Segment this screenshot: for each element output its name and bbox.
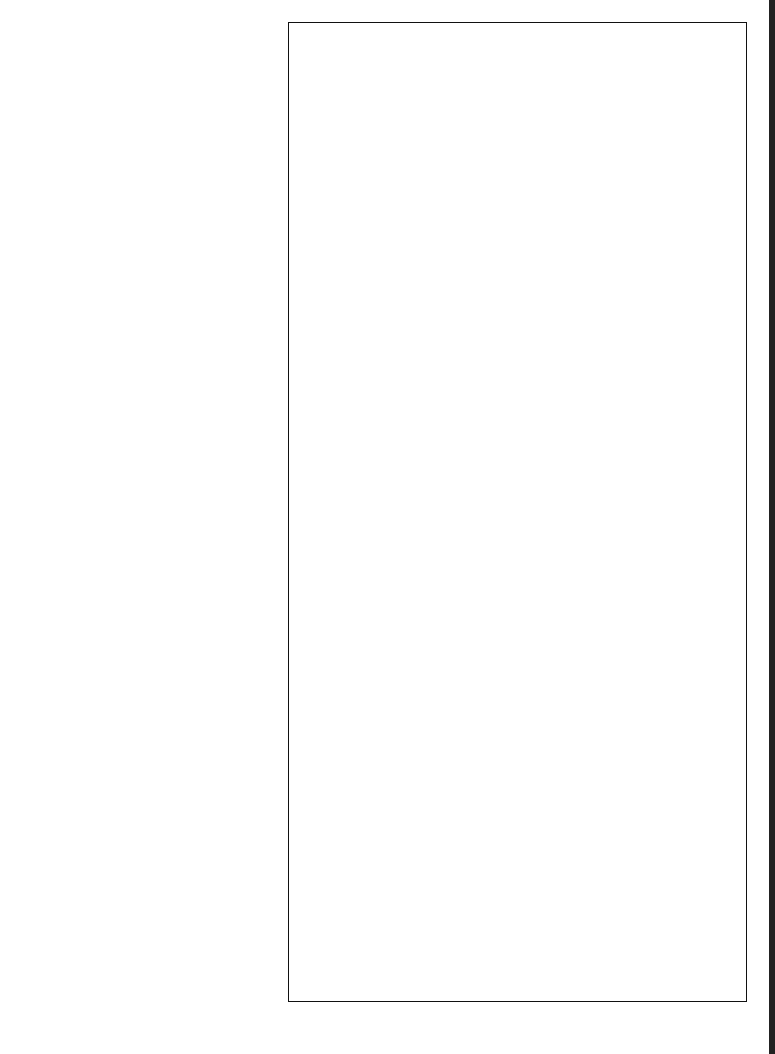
page-edge — [769, 0, 775, 1054]
parts-list-box — [288, 22, 747, 1002]
article-column — [56, 24, 278, 32]
page-footer — [38, 1011, 42, 1026]
